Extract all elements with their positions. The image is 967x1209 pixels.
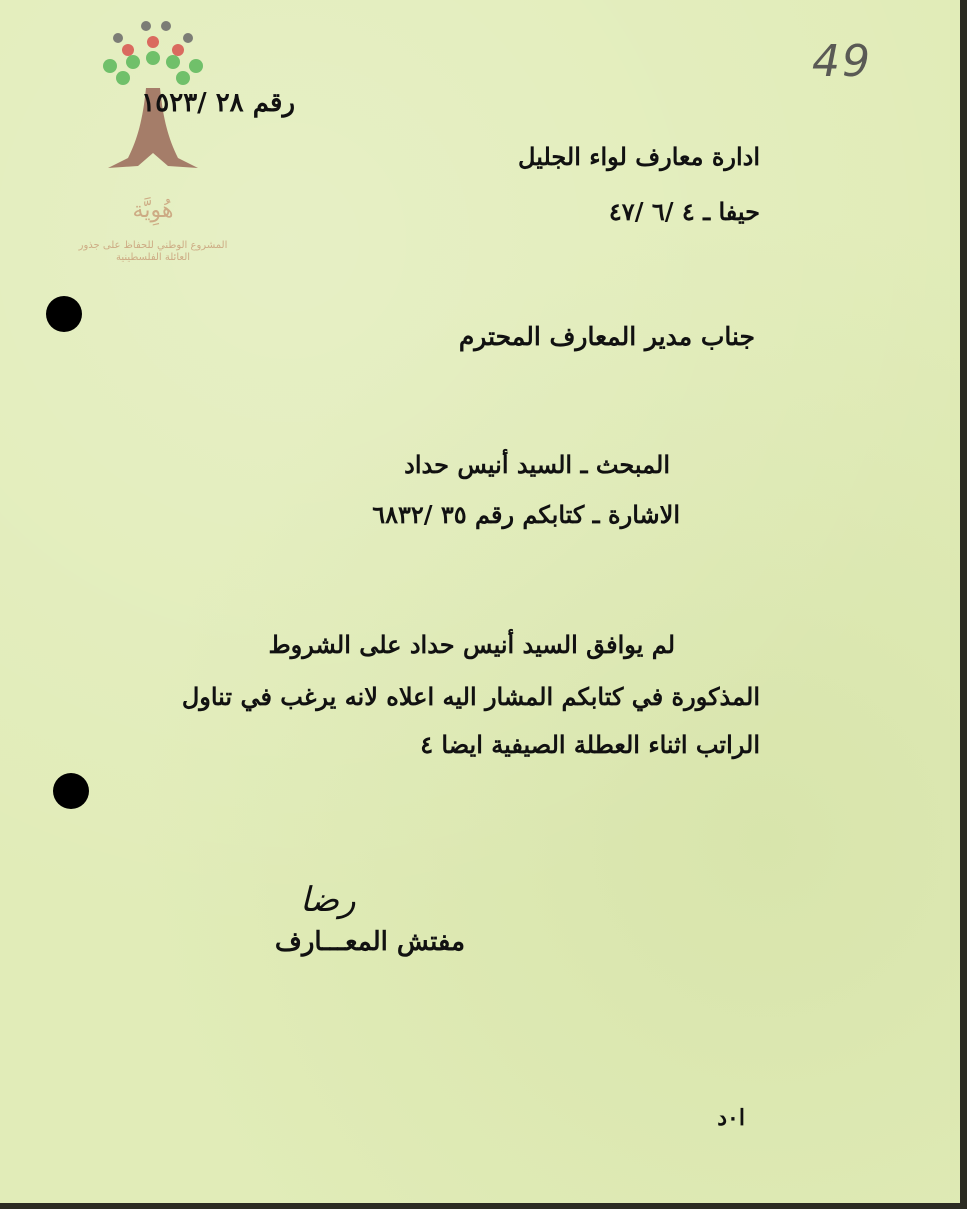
body-line-1: لم يوافق السيد أنيس حداد على الشروط xyxy=(268,630,675,659)
watermark-subtitle: المشروع الوطني للحفاظ على جذور العائلة الفلسطينية xyxy=(78,240,228,263)
handwritten-signature: رضا xyxy=(300,880,356,920)
watermark-title: هُوِيَّة xyxy=(132,198,174,223)
addressee: جناب مدير المعارف المحترم xyxy=(458,322,755,351)
office-name: ادارة معارف لواء الجليل xyxy=(518,142,760,171)
body-line-3: الراتب اثناء العطلة الصيفية ايضا ٤ xyxy=(420,730,760,759)
body-line-2: المذكورة في كتابكم المشار اليه اعلاه لانه يرغب في تناول xyxy=(181,682,760,711)
scan-edge-right xyxy=(960,0,967,1209)
reference-line: الاشارة ـ كتابكم رقم ٣٥ /٦٨٣٢ xyxy=(372,500,680,529)
office-date: حيفا ـ ٤ /٦ /٤٧ xyxy=(608,197,760,226)
page-number: 49 xyxy=(812,36,872,87)
subject-line: المبحث ـ السيد أنيس حداد xyxy=(404,450,670,479)
signer-title: مفتش المعـــارف xyxy=(274,927,465,957)
scan-edge-bottom xyxy=(0,1203,967,1209)
footer-code: ا٠د xyxy=(717,1105,745,1131)
reference-number: رقم ٢٨ /١٥٢٣ xyxy=(141,88,295,118)
punch-hole xyxy=(53,773,89,809)
watermark-logo xyxy=(78,18,228,268)
punch-hole xyxy=(46,296,82,332)
